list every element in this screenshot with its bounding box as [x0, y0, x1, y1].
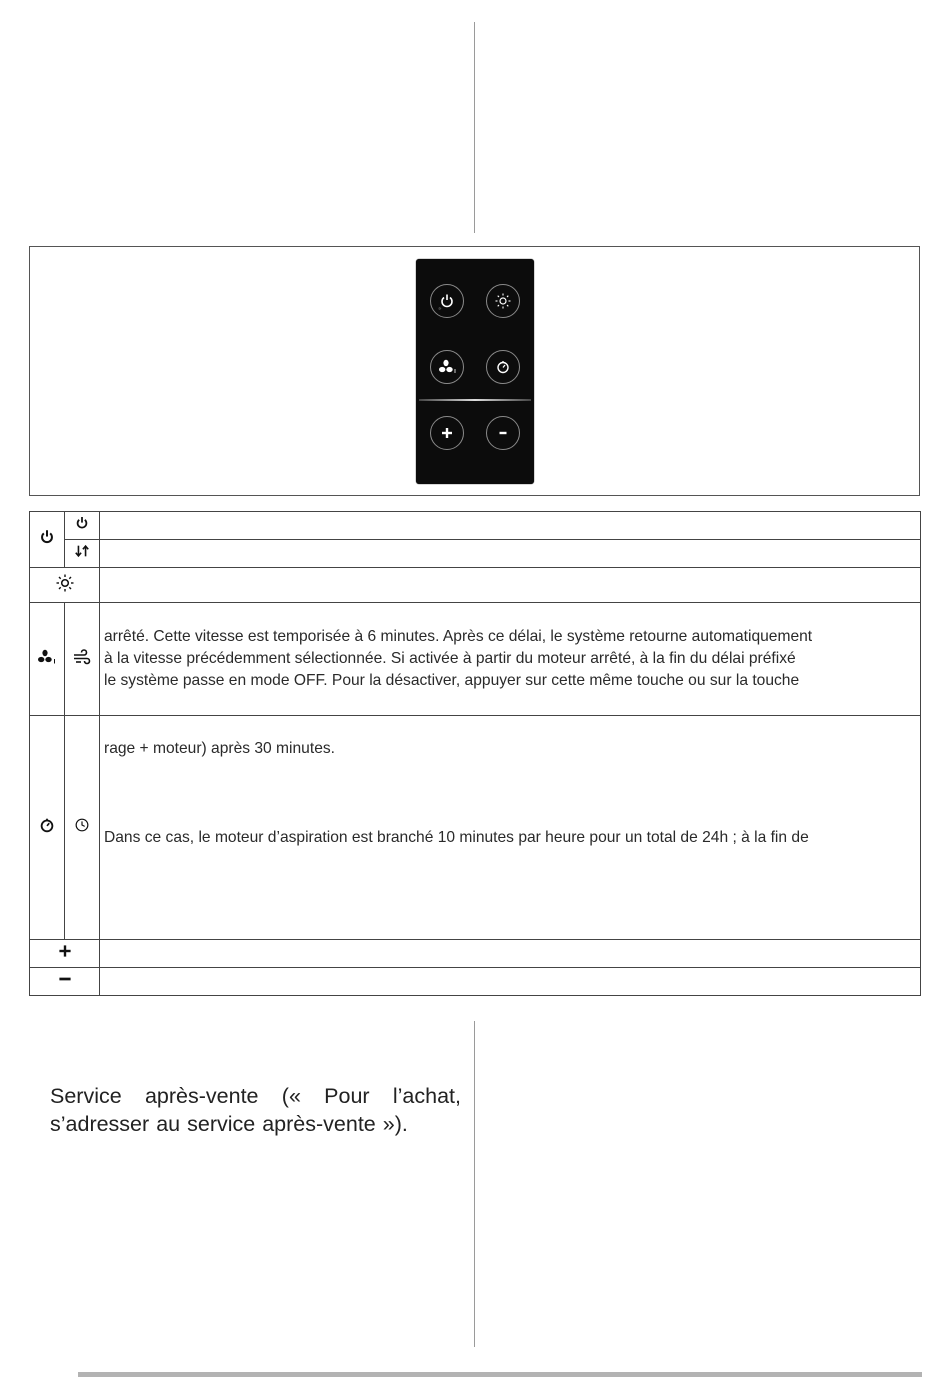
- timer-line-2: Dans ce cas, le moteur d’aspiration est branché 10 minutes par heure pour un total de 24h ; à la fin de: [104, 829, 809, 846]
- minus-button[interactable]: [486, 416, 520, 450]
- column-divider-bottom: [474, 1021, 475, 1347]
- intensive-description: [100, 603, 921, 716]
- intensive-line-1: arrêté. Cette vitesse est temporisée à 6 minutes. Après ce délai, le système retourne automatiquement: [104, 628, 813, 645]
- timer-description: [100, 716, 921, 940]
- intensive-key-cell: [30, 603, 65, 716]
- intensive-speed-button[interactable]: [430, 350, 464, 384]
- plus-button[interactable]: [430, 416, 464, 450]
- minus-key-cell: [30, 968, 100, 996]
- service-word: Pour: [324, 1084, 370, 1108]
- filter-description: [100, 540, 921, 568]
- minus-icon: [57, 971, 73, 987]
- plus-icon: [57, 943, 73, 959]
- breeze-key-cell: [65, 603, 100, 716]
- plus-description: [100, 940, 921, 968]
- service-paragraph: [50, 1082, 461, 1138]
- light-description: [100, 568, 921, 603]
- power-description: [100, 512, 921, 540]
- column-divider-top: [474, 22, 475, 233]
- service-word: l’achat,: [392, 1084, 461, 1108]
- service-word: Service: [50, 1084, 122, 1108]
- auto-key-cell: [65, 716, 100, 940]
- clock-icon: [73, 816, 91, 834]
- service-word: («: [281, 1084, 301, 1108]
- power-button[interactable]: [430, 284, 464, 318]
- service-word: s’adresser: [50, 1112, 150, 1136]
- power-icon: [38, 528, 56, 546]
- key-description-table: [29, 511, 921, 996]
- service-line-2: [50, 1110, 461, 1138]
- minus-icon: [493, 423, 513, 443]
- minus-description: [100, 968, 921, 996]
- intensive-line-2: à la vitesse précédemment sélectionnée. Si activée à partir du moteur arrêté, à la fin du délai préfixé: [104, 650, 796, 667]
- timer-line-1: rage + moteur) après 30 minutes.: [104, 740, 335, 757]
- service-word: après-vente: [262, 1112, 376, 1136]
- service-word: au: [156, 1112, 181, 1136]
- plus-key-cell: [30, 940, 100, 968]
- timer-button[interactable]: [486, 350, 520, 384]
- svg-text:☼: ☼: [438, 306, 442, 311]
- service-word: après-vente: [144, 1084, 259, 1108]
- breeze-icon: [72, 649, 92, 665]
- filter-cycle-icon: [73, 543, 91, 559]
- power-icon: [74, 515, 90, 531]
- light-key-cell: [30, 568, 100, 603]
- service-word: service: [187, 1112, 256, 1136]
- timer-icon: [493, 357, 513, 377]
- footer-bar: [78, 1372, 922, 1377]
- intensive-line-3: le système passe en mode OFF. Pour la désactiver, appuyer sur cette même touche ou sur la touche: [104, 672, 800, 689]
- service-word: »).: [382, 1112, 408, 1136]
- light-icon: [493, 291, 513, 311]
- plus-icon: [437, 423, 457, 443]
- service-line-1: [50, 1082, 461, 1110]
- light-button[interactable]: [486, 284, 520, 318]
- timer-icon: [38, 816, 56, 834]
- light-icon: [55, 573, 75, 593]
- timer-key-cell: [30, 716, 65, 940]
- panel-separator: [419, 399, 531, 401]
- filter-subkey-cell: [65, 540, 100, 568]
- power-key-cell: [30, 512, 65, 568]
- control-panel: [416, 259, 534, 484]
- fan-icon: [437, 357, 457, 377]
- fan-icon: [37, 648, 57, 666]
- power-subkey-cell: [65, 512, 100, 540]
- power-icon: [437, 291, 457, 311]
